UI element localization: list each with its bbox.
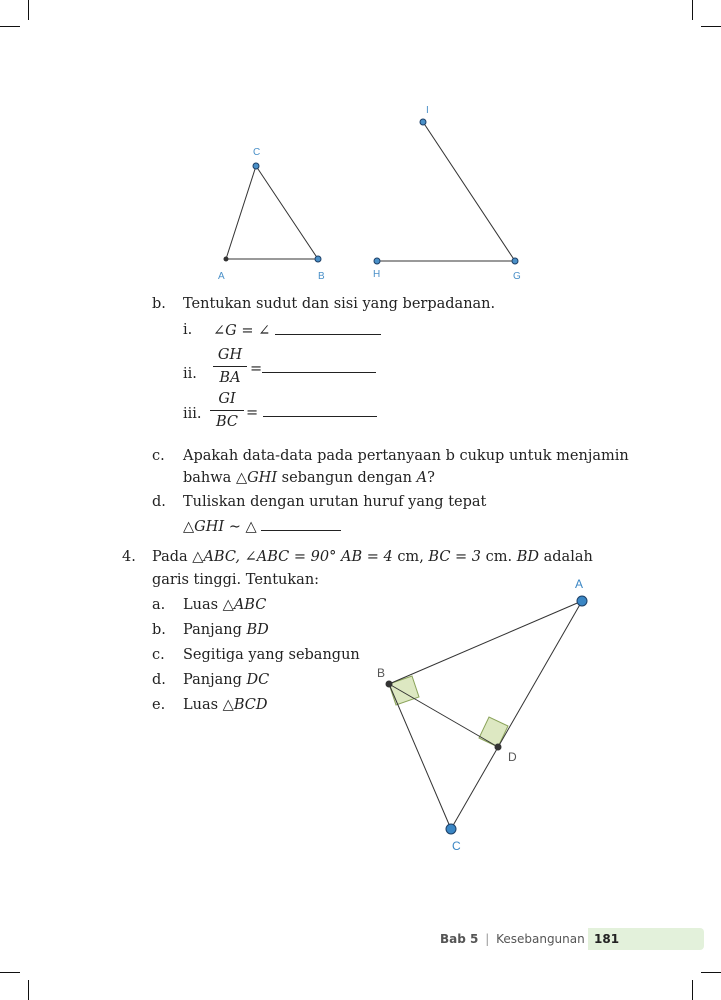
q3d-line2: [183, 516, 341, 537]
label-c-top: C: [253, 147, 261, 158]
q3b-text: Tentukan sudut dan sisi yang berpadanan.: [183, 296, 496, 312]
crop-mark-bottom-right-v: [692, 980, 693, 1000]
q3b-iii-numerator: GI: [210, 390, 244, 411]
q4-item-b: Panjang BD: [183, 622, 269, 638]
point-g: [512, 258, 518, 264]
triangle-abc: [226, 166, 318, 259]
q3b-iii-fraction: [210, 390, 244, 432]
q4-item-e-marker: e.: [152, 697, 166, 713]
q3b-iii-answer: [246, 402, 377, 423]
q3d-answer-blank[interactable]: [261, 516, 341, 531]
triangle-abc-lines: [389, 601, 582, 829]
q4-item-a: Luas △ABC: [183, 597, 267, 613]
right-angle-marker-b: [389, 676, 419, 705]
crop-mark-bottom-right-h: [701, 972, 721, 973]
q4-item-d: Panjang DC: [183, 672, 270, 688]
q3d-math: △GHI ∼ △: [183, 519, 257, 535]
q4-item-b-marker: b.: [152, 622, 166, 638]
q3c-marker: c.: [152, 448, 165, 464]
label-b: B: [377, 666, 386, 680]
q3b-iii-answer-blank[interactable]: [263, 402, 377, 417]
label-a-top: A: [218, 271, 225, 282]
q3b-ii-equals: =: [250, 361, 263, 377]
point-a: [577, 596, 587, 606]
top-triangles-figure: [0, 0, 721, 300]
crop-mark-bottom-left-h: [0, 972, 20, 973]
point-h: [374, 258, 380, 264]
q3c-math-ghi: △GHI: [235, 470, 278, 486]
point-d: [495, 744, 502, 751]
point-a-top: [224, 257, 229, 262]
q3b-iii-equals: =: [246, 405, 259, 421]
footer-divider: |: [485, 932, 490, 946]
q3c-line2: bahwa △GHI sebangun dengan A?: [183, 470, 435, 486]
q3b-ii-fraction: [213, 346, 247, 388]
label-h: H: [373, 269, 381, 280]
q4-number: 4.: [122, 549, 136, 565]
point-b: [386, 681, 393, 688]
label-g: G: [513, 271, 521, 282]
q4-math-abc: △ABC, ∠ABC = 90°: [192, 549, 337, 565]
q3b-ii-marker: ii.: [183, 366, 197, 382]
q4-item-a-marker: a.: [152, 597, 166, 613]
label-d: D: [508, 750, 517, 764]
q3b-i-answer-blank[interactable]: [275, 320, 381, 335]
q3d-line1: Tuliskan dengan urutan huruf yang tepat: [183, 494, 487, 510]
point-c-top: [253, 163, 259, 169]
q3b-iii-marker: iii.: [183, 406, 202, 422]
q3c-line1: Apakah data-data pada pertanyaan b cukup untuk menjamin: [183, 448, 629, 464]
q3b-ii-denominator: BA: [219, 370, 241, 386]
q3d-marker: d.: [152, 494, 166, 510]
q3b-iii-denominator: BC: [215, 414, 239, 430]
point-c: [446, 824, 456, 834]
label-a: A: [575, 577, 584, 591]
q3b-i-line: [213, 320, 381, 341]
q4-line1: Pada △ABC, ∠ABC = 90° AB = 4 cm, BC = 3 cm. BD adalah: [152, 549, 593, 565]
q3b-ii-answer: [250, 358, 376, 379]
footer-chapter-title: Kesebangunan: [496, 932, 585, 946]
q3b-ii-answer-blank[interactable]: [262, 358, 376, 373]
footer-chapter-number: Bab 5: [440, 932, 479, 946]
q4-item-c: Segitiga yang sebangun: [183, 647, 360, 663]
label-i: I: [426, 105, 429, 116]
q3b-marker: b.: [152, 296, 166, 312]
crop-mark-bottom-left-v: [28, 980, 29, 1000]
q3b-i-marker: i.: [183, 322, 193, 338]
q3b-ii-numerator: GH: [213, 346, 247, 367]
footer-chapter: [440, 928, 585, 950]
q3c-math-a: A: [416, 470, 428, 486]
q4-item-e: Luas △BCD: [183, 697, 268, 713]
q4-line2: garis tinggi. Tentukan:: [152, 572, 320, 588]
q3b-i-expr: ∠G = ∠: [213, 323, 271, 339]
q4-item-d-marker: d.: [152, 672, 166, 688]
label-c: C: [452, 839, 461, 853]
page-number: 181: [594, 932, 620, 946]
q4-item-c-marker: c.: [152, 647, 165, 663]
point-b-top: [315, 256, 321, 262]
point-i: [420, 119, 426, 125]
right-angle-marker-d: [479, 717, 508, 747]
label-b-top: B: [318, 271, 325, 282]
triangle-ghi: [377, 122, 515, 261]
